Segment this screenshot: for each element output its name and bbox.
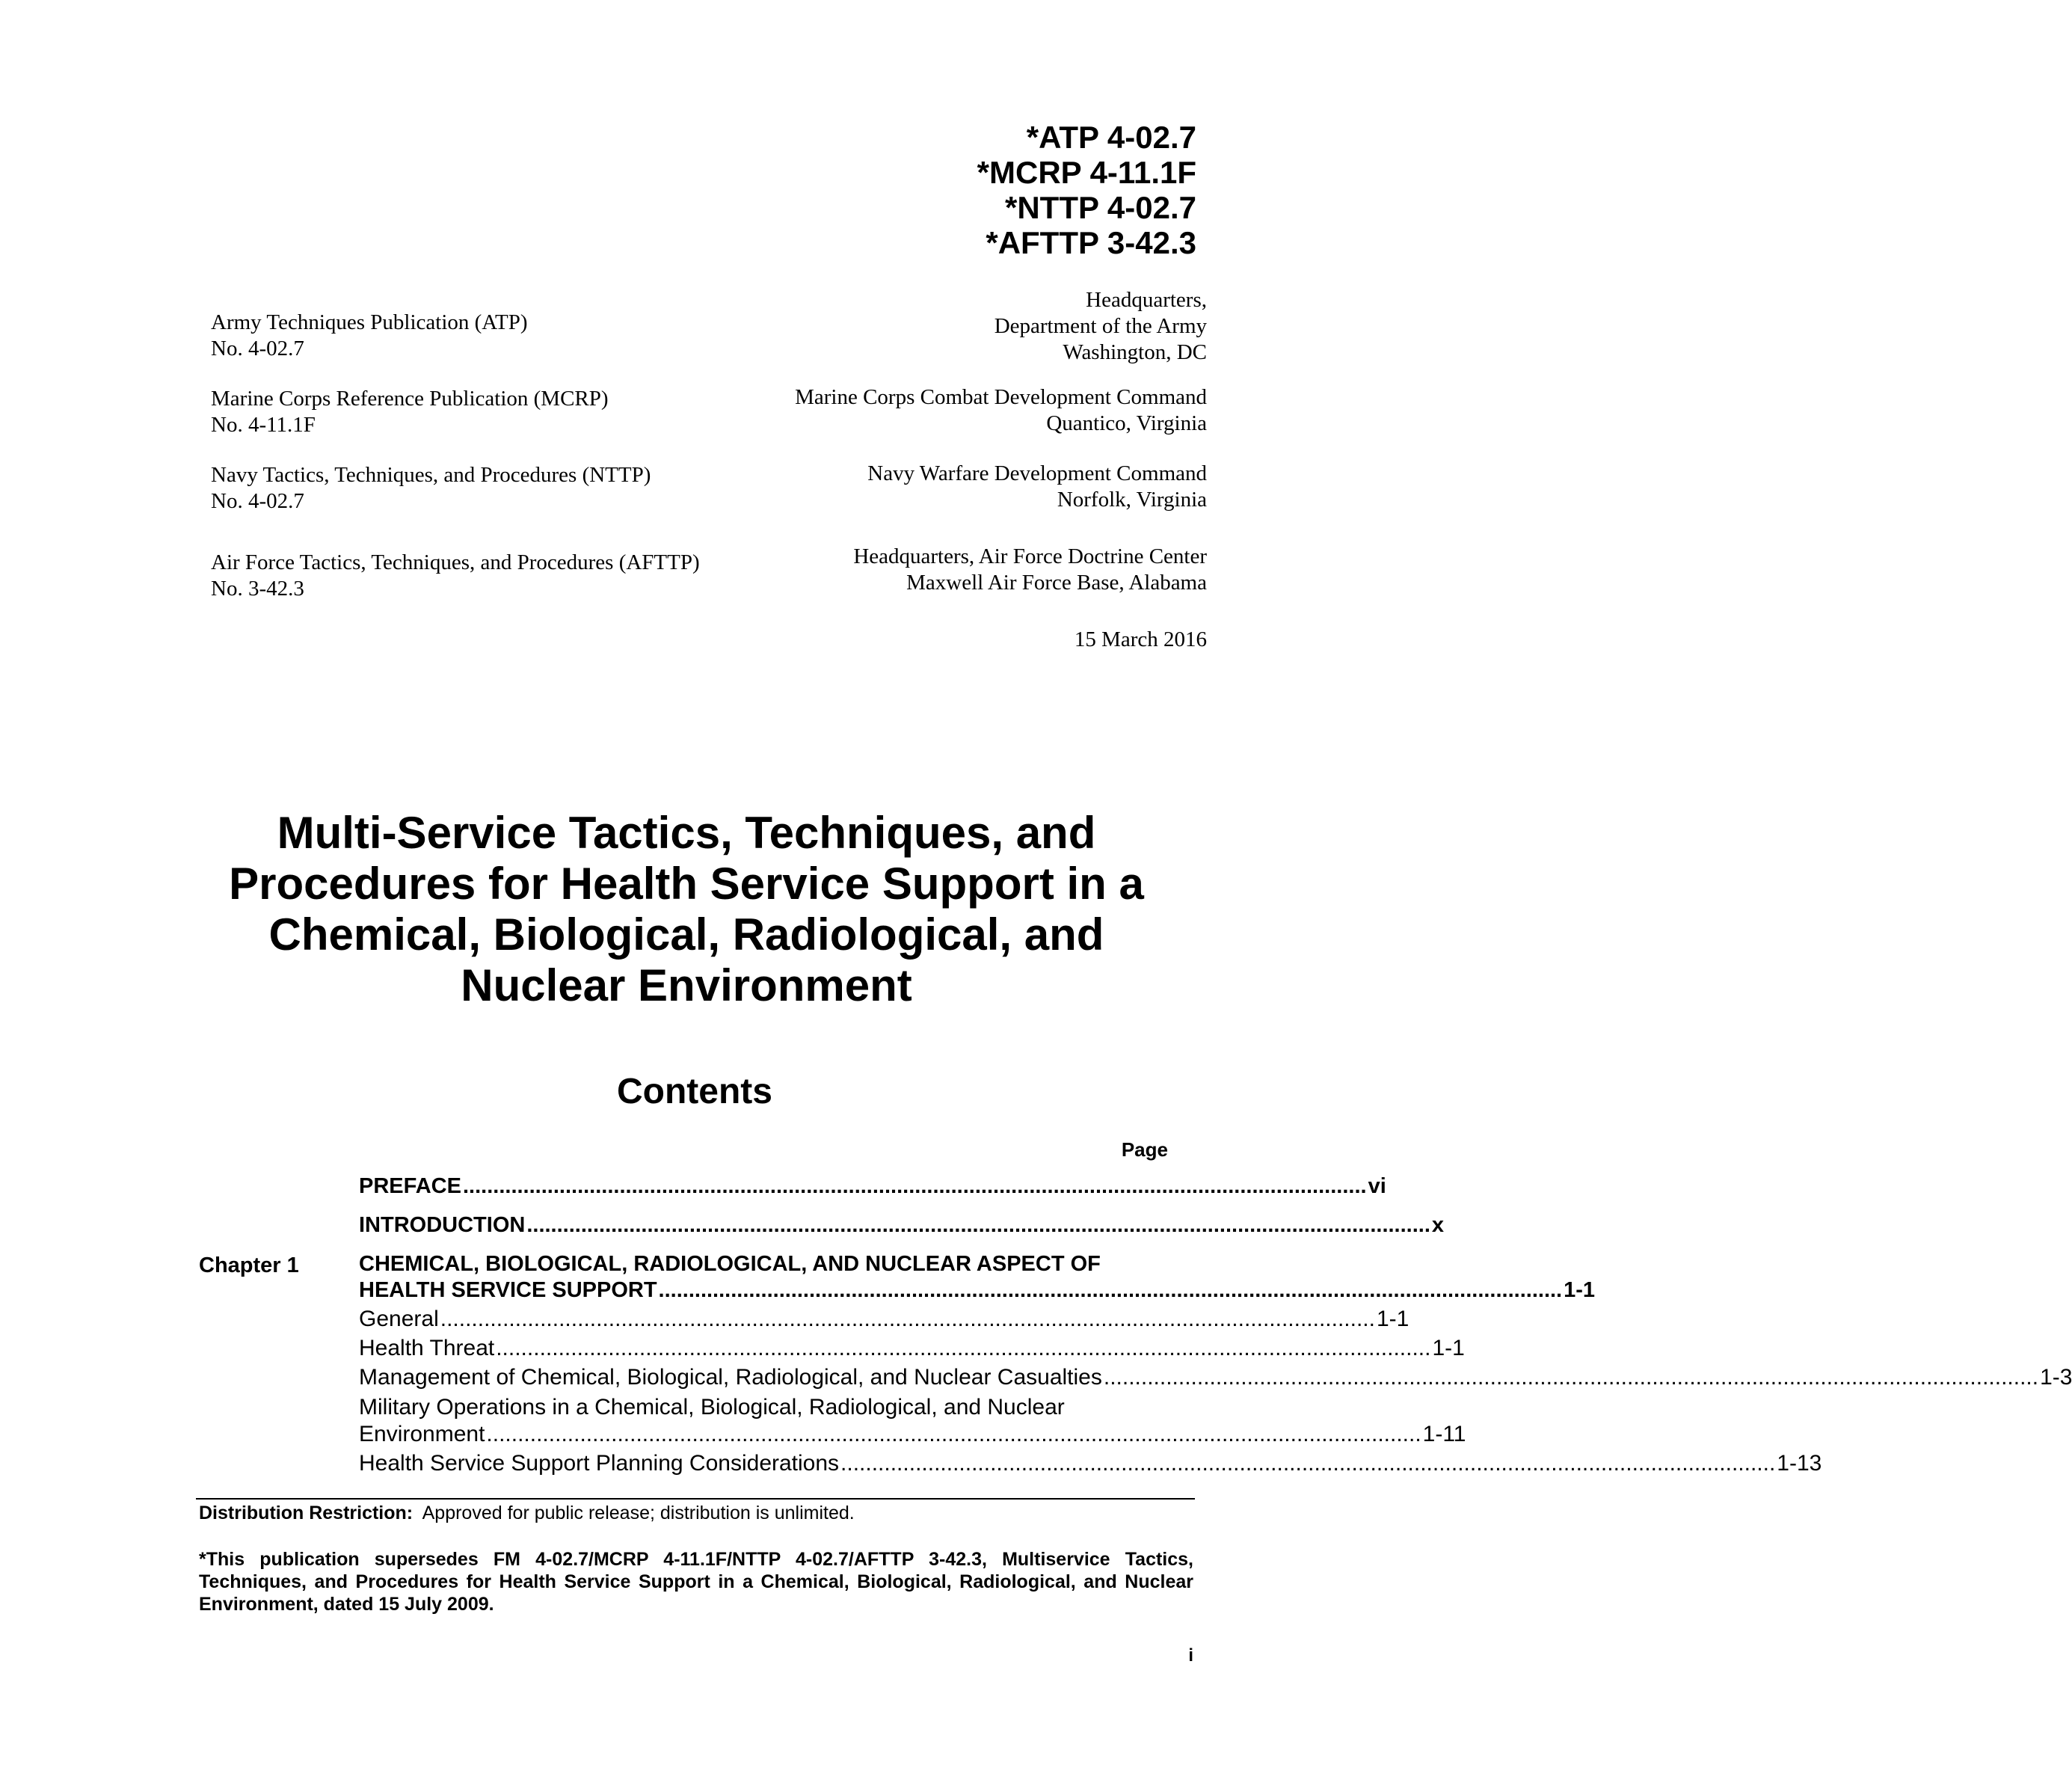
command-line: Marine Corps Combat Development Command <box>795 385 1207 409</box>
publication-name: Army Techniques Publication (ATP) <box>211 310 528 334</box>
toc-entry-introduction[interactable] <box>359 1210 1445 1240</box>
toc-entry-label: General <box>359 1307 439 1331</box>
toc-entry-label: PREFACE <box>359 1174 461 1198</box>
toc-entry-page: 1-1 <box>1432 1336 1465 1360</box>
publication-nttp <box>211 462 651 515</box>
page-number: i <box>1188 1645 1193 1666</box>
toc-entry-chapter1[interactable] <box>359 1275 1596 1305</box>
contents-heading: Contents <box>617 1072 772 1111</box>
toc-entry-page: 1-11 <box>1422 1422 1466 1446</box>
publication-mcrp <box>211 386 609 438</box>
title-line: Chemical, Biological, Radiological, and <box>268 909 1104 960</box>
divider <box>196 1498 1195 1500</box>
publication-number: No. 4-02.7 <box>211 337 304 360</box>
command-navy <box>867 461 1207 513</box>
publication-atp <box>211 310 528 362</box>
supersedes-notice: *This publication supersedes FM 4-02.7/MCRP 4-11.1F/NTTP 4-02.7/AFTTP 3-42.3, Multiservice Tactics, Techniques, and Procedures for Health Service Support in a Chemical, Biological, Radiological, and Nuclear Environment, dated 15 July 2009. <box>199 1549 1193 1615</box>
command-line: Norfolk, Virginia <box>1057 488 1207 512</box>
publication-number: No. 4-11.1F <box>211 413 316 437</box>
command-line: Headquarters, <box>1086 288 1207 312</box>
command-line: Department of the Army <box>994 314 1207 338</box>
command-line: Washington, DC <box>1063 340 1207 364</box>
pub-number-nttp: *NTTP 4-02.7 <box>1005 190 1196 225</box>
toc-entry-preface[interactable] <box>359 1171 1386 1201</box>
toc-entry-page: 1-1 <box>1376 1307 1409 1331</box>
toc-entry-label: Management of Chemical, Biological, Radiological, and Nuclear Casualties <box>359 1365 1102 1390</box>
distribution-label: Distribution Restriction: <box>199 1503 414 1523</box>
publication-numbers <box>977 120 1196 260</box>
publication-name: Air Force Tactics, Techniques, and Procedures (AFTTP) <box>211 550 700 574</box>
chapter-label: Chapter 1 <box>199 1253 299 1277</box>
command-marine <box>795 384 1207 437</box>
command-army <box>995 287 1207 366</box>
publication-date: 15 March 2016 <box>1074 627 1207 651</box>
title-line: Procedures for Health Service Support in a <box>229 859 1144 909</box>
toc-entry-label: Health Threat <box>359 1336 495 1360</box>
toc-entry-label: Environment <box>359 1422 485 1446</box>
toc-entry-military-ops-line1[interactable]: Military Operations in a Chemical, Biological, Radiological, and Nuclear <box>359 1395 1065 1420</box>
toc-leader: ...................................................................................................................................................... <box>658 1278 1563 1302</box>
toc-leader: ...................................................................................................................................................... <box>496 1336 1431 1360</box>
pub-number-atp: *ATP 4-02.7 <box>1026 120 1196 155</box>
toc-entry-chapter1-line1[interactable]: CHEMICAL, BIOLOGICAL, RADIOLOGICAL, AND NUCLEAR ASPECT OF <box>359 1252 1101 1276</box>
command-line: Headquarters, Air Force Doctrine Center <box>853 544 1207 568</box>
distribution-text: Approved for public release; distribution is unlimited. <box>422 1503 855 1523</box>
publication-name: Navy Tactics, Techniques, and Procedures (NTTP) <box>211 463 651 487</box>
command-line: Maxwell Air Force Base, Alabama <box>906 571 1207 595</box>
toc-entry-page: 1-13 <box>1777 1451 1822 1476</box>
publication-number: No. 3-42.3 <box>211 577 304 601</box>
toc-entry-label: HEALTH SERVICE SUPPORT <box>359 1278 657 1302</box>
toc-entry-page: 1-3 <box>2040 1365 2072 1390</box>
toc-entry-label: Health Service Support Planning Considerations <box>359 1451 840 1476</box>
toc-leader: ...................................................................................................................................................... <box>840 1451 1776 1476</box>
toc-entry-military-ops[interactable] <box>359 1420 1466 1449</box>
publication-name: Marine Corps Reference Publication (MCRP) <box>211 387 609 411</box>
document-title <box>0 808 1373 1011</box>
toc-entry-health-threat[interactable] <box>359 1333 1465 1363</box>
toc-entry-hss-planning[interactable] <box>359 1449 1822 1479</box>
pub-number-afttp: *AFTTP 3-42.3 <box>986 225 1196 260</box>
toc-entry-label: INTRODUCTION <box>359 1213 526 1237</box>
toc-entry-page: vi <box>1368 1174 1386 1198</box>
title-line: Multi-Service Tactics, Techniques, and <box>277 808 1096 858</box>
toc-leader: ...................................................................................................................................................... <box>1103 1365 2039 1390</box>
toc-entry-page: 1-1 <box>1564 1278 1596 1302</box>
page-column-label: Page <box>1121 1138 1168 1161</box>
toc-entry-management[interactable] <box>359 1363 2072 1393</box>
title-line: Nuclear Environment <box>461 960 912 1010</box>
toc-leader: ...................................................................................................................................................... <box>440 1307 1375 1331</box>
command-line: Quantico, Virginia <box>1046 411 1207 435</box>
publication-afttp <box>211 550 700 602</box>
command-line: Navy Warfare Development Command <box>867 461 1207 485</box>
pub-number-mcrp: *MCRP 4-11.1F <box>977 155 1196 190</box>
publication-number: No. 4-02.7 <box>211 489 304 513</box>
toc-leader: ...................................................................................................................................................... <box>486 1422 1421 1446</box>
command-air-force <box>853 544 1207 596</box>
toc-leader: ...................................................................................................................................................... <box>462 1174 1367 1198</box>
toc-entry-page: x <box>1431 1213 1445 1237</box>
toc-entry-general[interactable] <box>359 1304 1409 1334</box>
toc-leader: ...................................................................................................................................................... <box>526 1213 1430 1237</box>
distribution-restriction <box>199 1500 855 1526</box>
